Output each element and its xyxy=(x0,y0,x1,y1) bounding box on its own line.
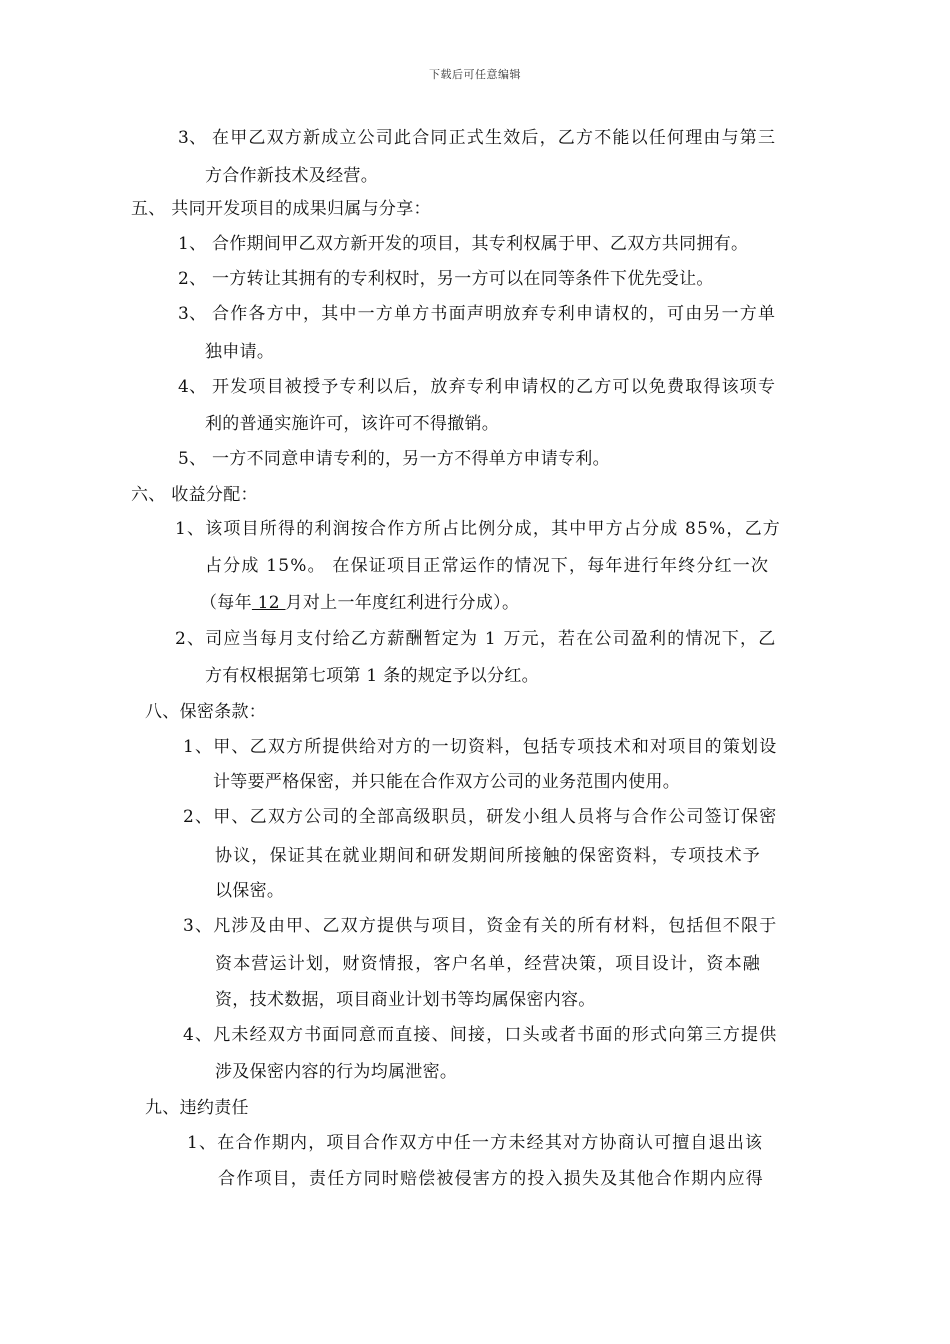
item-text: 1、该项目所得的利润按合作方所占比例分成，其中甲方占分成 85%，乙方 xyxy=(175,519,782,539)
item-text: 资本营运计划，财资情报，客户名单，经营决策，项目设计，资本融 xyxy=(215,954,761,974)
item-text: 利的普通实施许可，该许可不得撤销。 xyxy=(205,414,500,434)
item-text: 合作各方中，其中一方单方书面声明放弃专利申请权的，可由另一方单 xyxy=(212,304,777,324)
item-text: 2、司应当每月支付给乙方薪酬暂定为 1 万元，若在公司盈利的情况下，乙 xyxy=(175,629,777,649)
item-text: 一方不同意申请专利的，另一方不得单方申请专利。 xyxy=(212,449,610,469)
item-text: 开发项目被授予专利以后，放弃专利申请权的乙方可以免费取得该项专 xyxy=(212,377,777,397)
item-text: 占分成 15%。 在保证项目正常运作的情况下，每年进行年终分红一次 xyxy=(205,556,770,576)
item-text: 合作期间甲乙双方新开发的项目，其专利权属于甲、乙双方共同拥有。 xyxy=(212,234,749,254)
item-text: 1、在合作期内，项目合作双方中任一方未经其对方协商认可擅自退出该 xyxy=(187,1133,764,1153)
item-number: 3、 xyxy=(178,128,207,148)
section-heading: 八、保密条款： xyxy=(145,702,267,722)
item-text: 3、凡涉及由甲、乙双方提供与项目，资金有关的所有材料，包括但不限于 xyxy=(183,916,778,936)
item-text: 一方转让其拥有的专利权时，另一方可以在同等条件下优先受让。 xyxy=(212,269,714,289)
page-header: 下载后可任意编辑 xyxy=(429,68,521,81)
item-number: 4、 xyxy=(178,377,207,397)
item-text: 协议，保证其在就业期间和研发期间所接触的保密资料，专项技术予 xyxy=(215,846,761,866)
item-text: 2、甲、乙双方公司的全部高级职员，研发小组人员将与合作公司签订保密 xyxy=(183,807,778,827)
item-number: 2、 xyxy=(178,269,207,289)
item-number: 5、 xyxy=(178,449,207,469)
item-text: 合作项目，责任方同时赔偿被侵害方的投入损失及其他合作期内应得 xyxy=(218,1169,764,1189)
item-number: 1、 xyxy=(178,234,207,254)
item-text: 计等要严格保密，并只能在合作双方公司的业务范围内使用。 xyxy=(213,772,681,792)
item-text: 以保密。 xyxy=(215,881,285,901)
item-text: 涉及保密内容的行为均属泄密。 xyxy=(215,1062,458,1082)
item-text: 独申请。 xyxy=(205,342,275,362)
item-text: 方合作新技术及经营。 xyxy=(205,166,378,186)
item-text-line xyxy=(200,592,519,614)
item-text: 1、甲、乙双方所提供给对方的一切资料，包括专项技术和对项目的策划设 xyxy=(183,737,778,757)
item-text: 月对上一年度红利进行分成）。 xyxy=(285,593,520,613)
item-text: 方有权根据第七项第 1 条的规定予以分红。 xyxy=(205,666,539,686)
section-heading: 五、 共同开发项目的成果归属与分享： xyxy=(131,199,431,219)
item-text: 在甲乙双方新成立公司此合同正式生效后，乙方不能以任何理由与第三 xyxy=(212,128,777,148)
section-heading: 六、 收益分配： xyxy=(131,485,258,505)
item-number: 3、 xyxy=(178,304,207,324)
month-value: 12 xyxy=(251,593,286,613)
item-text: （每年 xyxy=(200,593,252,613)
section-heading: 九、违约责任 xyxy=(145,1098,249,1118)
item-text: 资，技术数据，项目商业计划书等均属保密内容。 xyxy=(215,990,596,1010)
item-text: 4、凡未经双方书面同意而直接、间接，口头或者书面的形式向第三方提供 xyxy=(183,1025,778,1045)
